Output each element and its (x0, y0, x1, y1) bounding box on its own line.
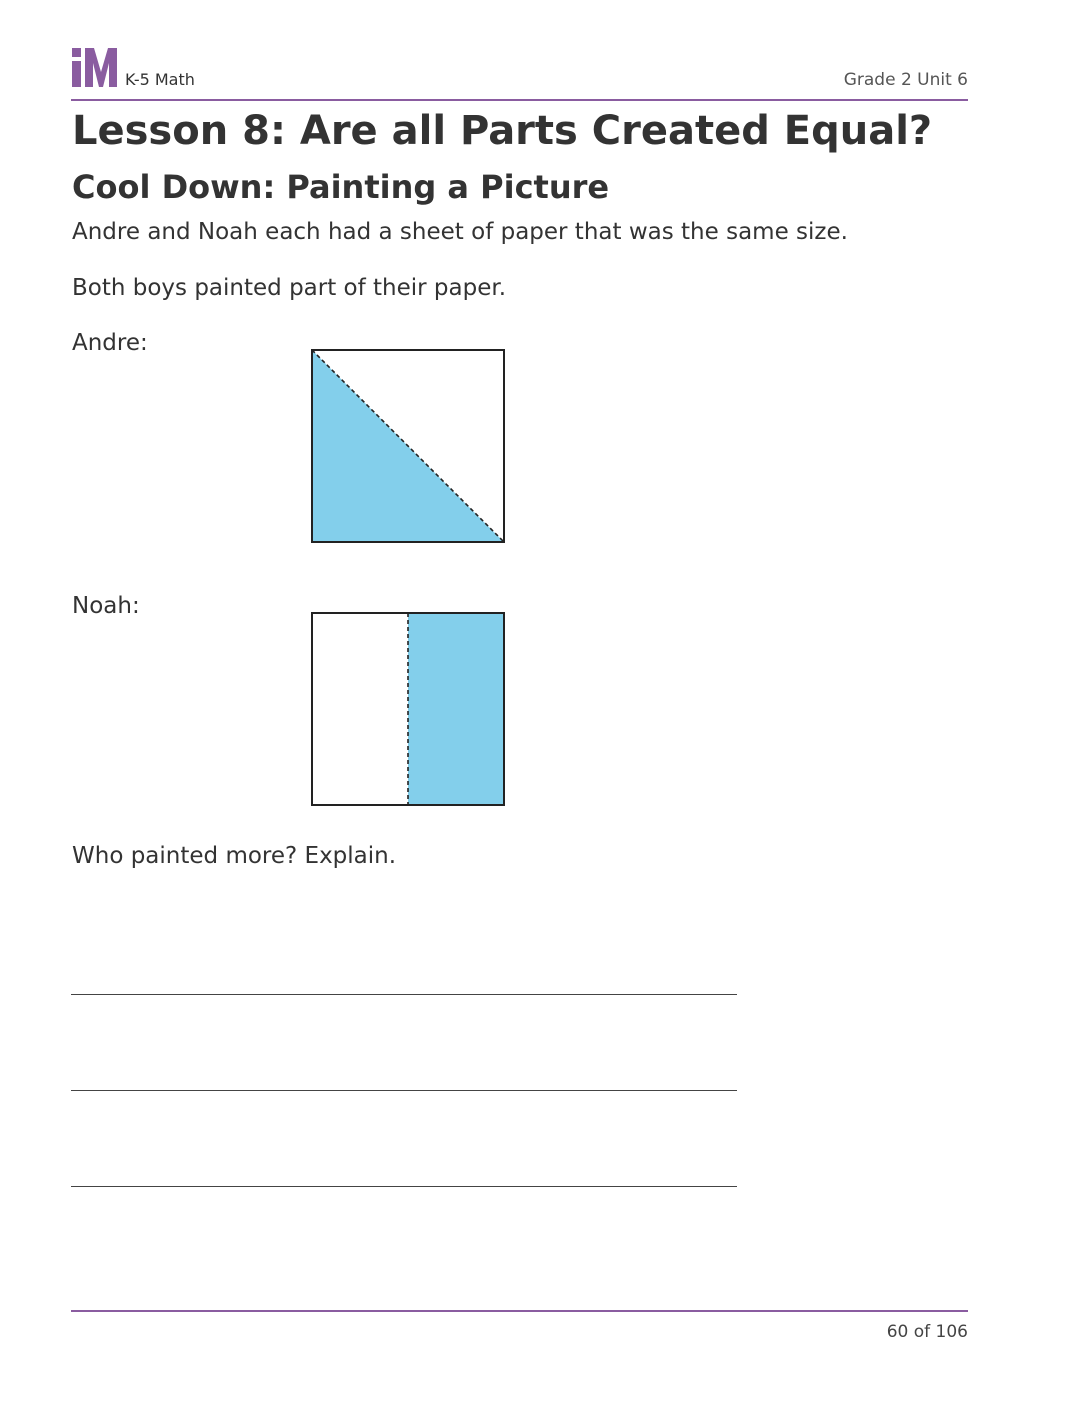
im-logo (72, 48, 118, 88)
intro-text: Andre and Noah each had a sheet of paper that was the same size. (72, 219, 848, 245)
statement-text: Both boys painted part of their paper. (72, 275, 507, 301)
noah-shaded-half (408, 613, 504, 805)
question-text: Who painted more? Explain. (72, 843, 397, 869)
andre-figure (311, 349, 505, 543)
noah-label: Noah: (72, 593, 140, 619)
header-divider (71, 99, 968, 101)
lesson-title: Lesson 8: Are all Parts Created Equal? (72, 108, 933, 154)
course-label: Grade 2 Unit 6 (843, 70, 968, 90)
answer-line[interactable] (71, 1186, 737, 1187)
answer-line[interactable] (71, 1090, 737, 1091)
andre-label: Andre: (72, 330, 148, 356)
cool-down-title: Cool Down: Painting a Picture (72, 168, 610, 206)
noah-figure (311, 612, 505, 806)
page-number: 60 of 106 (886, 1322, 968, 1342)
answer-line[interactable] (71, 994, 737, 995)
brand-text: K-5 Math (125, 70, 195, 89)
footer-divider (71, 1310, 968, 1312)
